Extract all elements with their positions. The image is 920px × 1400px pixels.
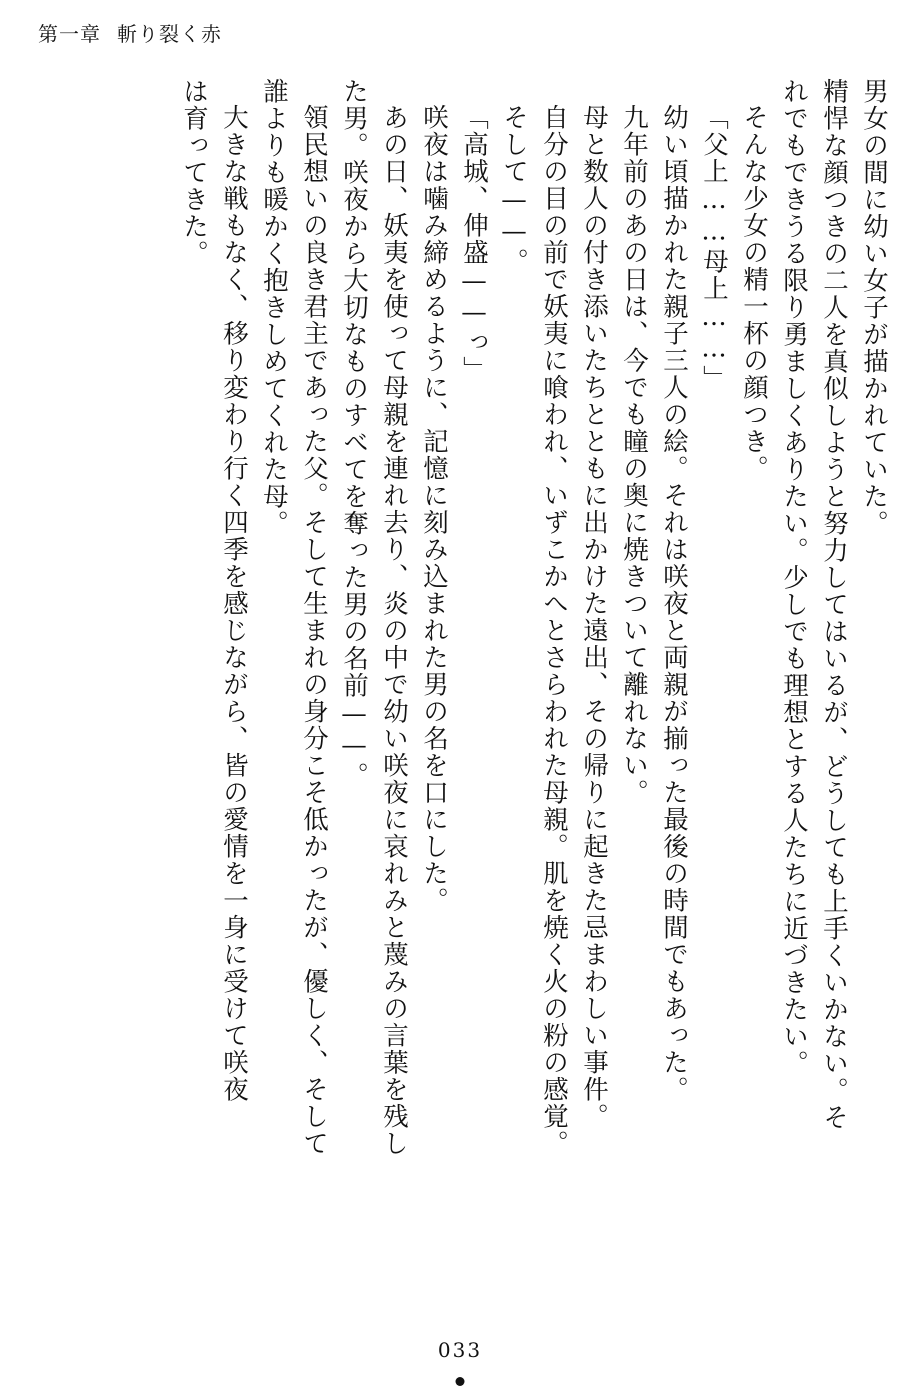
text-column: 「高城、伸盛——っ」	[459, 104, 489, 383]
text-column: 「父上……母上……」	[699, 104, 729, 392]
text-column: 大きな戦もなく、移り変わり行く四季を感じながら、皆の愛情を一身に受けて咲夜	[219, 104, 249, 1103]
text-column: 母と数人の付き添いたちとともに出かけた遠出、その帰りに起きた忌まわしい事件。	[579, 104, 609, 1130]
text-column: た男。咲夜から大切なものすべてを奪った男の名前——。	[339, 78, 369, 789]
chapter-title: 斬り裂く赤	[117, 22, 222, 46]
page-mark-dot	[456, 1377, 465, 1386]
text-column: 男女の間に幼い女子が描かれていた。	[859, 78, 889, 537]
text-column: れでもできうる限り勇ましくありたい。少しでも理想とする人たちに近づきたい。	[779, 78, 809, 1077]
text-column: 誰よりも暖かく抱きしめてくれた母。	[259, 78, 289, 537]
page-number: 033	[437, 1338, 483, 1362]
text-column: 領民想いの良き君主であった父。そして生まれの身分こそ低かったが、優しく、そして	[299, 104, 329, 1157]
chapter-number: 第一章	[38, 22, 101, 46]
text-column: 咲夜は噛み締めるように、記憶に刻み込まれた男の名を口にした。	[419, 104, 449, 914]
text-column: そして——。	[499, 104, 529, 275]
text-column: 自分の目の前で妖夷に喰われ、いずこかへとさらわれた母親。肌を焼く火の粉の感覚。	[539, 104, 569, 1157]
text-column: 精悍な顔つきの二人を真似しようと努力してはいるが、どうしても上手くいかない。そ	[819, 78, 849, 1131]
text-column: そんな少女の精一杯の顔つき。	[739, 104, 769, 482]
text-column: は育ってきた。	[179, 78, 209, 267]
text-column: 九年前のあの日は、今でも瞳の奥に焼きついて離れない。	[619, 104, 649, 806]
text-column: あの日、妖夷を使って母親を連れ去り、炎の中で幼い咲夜に哀れみと蔑みの言葉を残し	[379, 104, 409, 1157]
text-column: 幼い頃描かれた親子三人の絵。それは咲夜と両親が揃った最後の時間でもあった。	[659, 104, 689, 1103]
column-container	[34, 78, 889, 1308]
running-head	[38, 18, 222, 47]
body-text	[34, 78, 889, 1308]
